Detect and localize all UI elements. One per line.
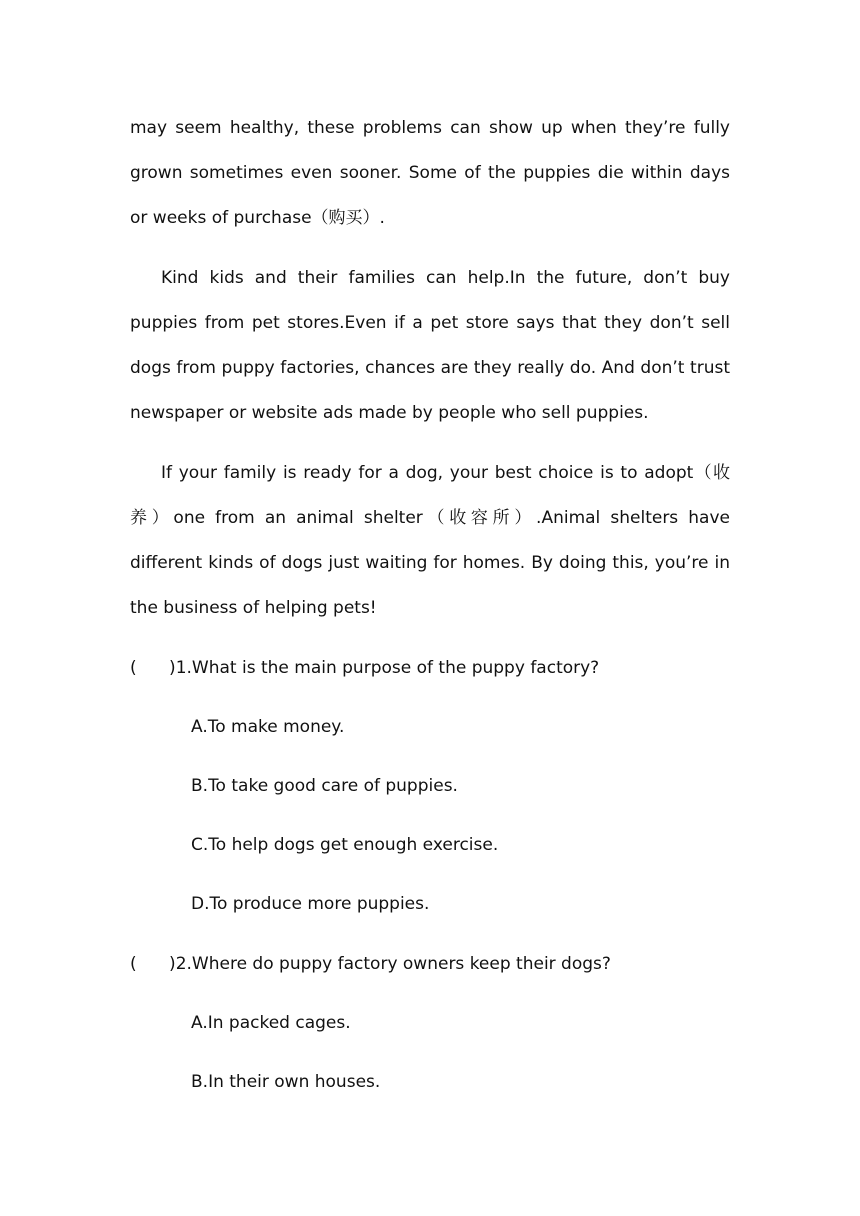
question-1-option-d: D.To produce more puppies.	[191, 894, 430, 914]
document-page	[130, 106, 730, 1105]
question-2	[130, 942, 730, 1105]
question-2-option-a: A.In packed cages.	[191, 1013, 351, 1033]
question-1-option-b: B.To take good care of puppies.	[191, 776, 458, 796]
question-1-option-c: C.To help dogs get enough exercise.	[191, 835, 499, 855]
question-1	[130, 646, 730, 927]
passage-paragraph-3: If your family is ready for a dog, your best choice is to adopt（收养）one from an animal shelter（收容所）.Animal shelters have different kinds of dogs just waiting for homes. By doing this, you’re in the business of helping pets!	[130, 463, 730, 618]
question-1-option-a: A.To make money.	[191, 717, 345, 737]
passage-paragraph-1: may seem healthy, these problems can show up when they’re fully grown sometimes even sooner. Some of the puppies die within days or weeks of purchase（购买）.	[130, 118, 730, 228]
passage-paragraph-2: Kind kids and their families can help.In the future, don’t buy puppies from pet stores.Even if a pet store says that they don’t sell dogs from puppy factories, chances are they really do. And don’t trust newspaper or website ads made by people who sell puppies.	[130, 268, 730, 423]
question-1-stem: ( )1.What is the main purpose of the puppy factory?	[130, 658, 600, 678]
question-2-option-b: B.In their own houses.	[191, 1072, 381, 1092]
question-2-stem: ( )2.Where do puppy factory owners keep their dogs?	[130, 954, 611, 974]
